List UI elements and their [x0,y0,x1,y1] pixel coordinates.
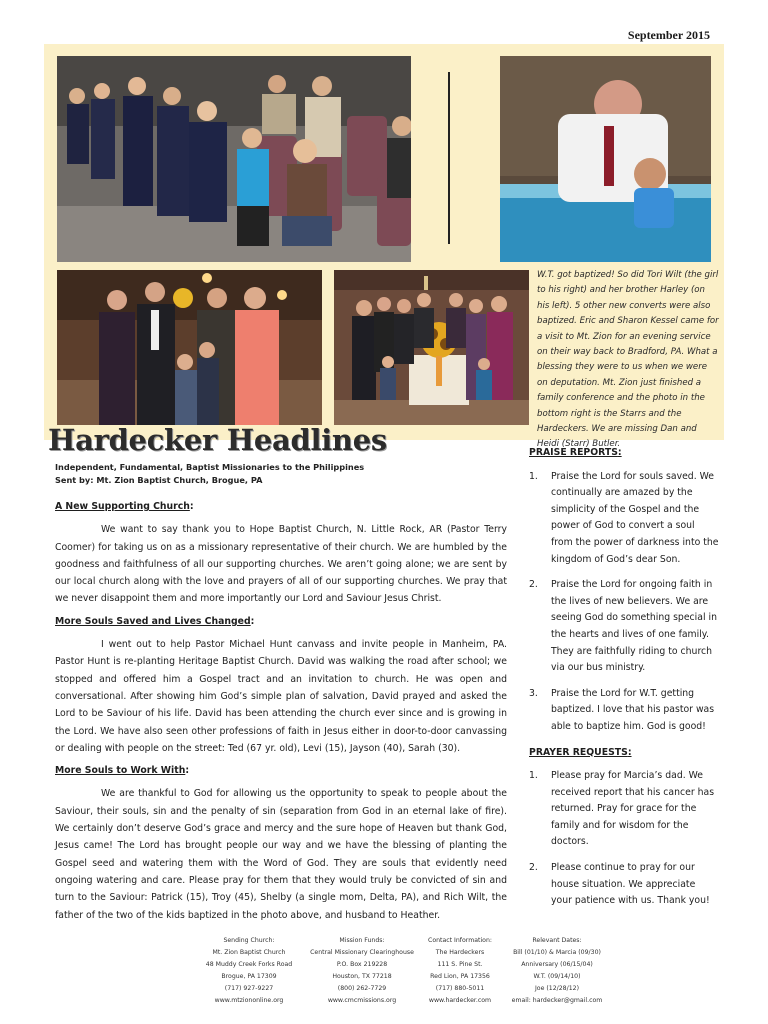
hardecker-website-link[interactable]: www.hardecker.com [428,997,492,1005]
footer-mission-funds: Mission Funds: Central Missionary Clearinghouse P.O. Box 219228 Houston, TX 77218 (800) 262-7729 www.cmcmissions.org [305,935,419,1008]
email-link[interactable]: email: hardecker@gmail.com [511,997,603,1005]
section-heading: More Souls Saved and Lives Changed [55,615,251,627]
section-body: I went out to help Pastor Michael Hunt canvass and invite people in Manheim, PA. Pastor Hunt is re-planting Heritage Baptist Church. David was walking the road after school; we stopped and offered him a Gospel tract and an invitation to church. He was open and conversational. After showing him God’s simple plan of salvation, David prayed and asked the Lord to be Saviour of his life. David has been attending the church ever since and is growing in the Lord. We have also seen other professions of faith in Jesus either in door-to-door canvassing or dealing with people on the street: Ted (67 yr. old), Levi (15), Jayson (40), Sarah (30). [55,639,507,754]
praise-reports-heading: PRAISE REPORTS: [529,447,622,458]
main-article-column [55,498,507,929]
mission-subtitle: Independent, Fundamental, Baptist Missionaries to the Philippines [55,462,365,472]
list-item: 3. Praise the Lord for W.T. getting baptized. I love that his pastor was able to baptize him. God is good! [529,687,715,732]
issue-date: September 2015 [627,28,710,42]
list-item: 2. Praise the Lord for ongoing faith in the lives of new believers. We are seeing God do something special in the hearts and lives of one family. They are faithfully riding to church via our bus ministry. [529,579,717,674]
starrs-and-hardeckers-photo [334,270,529,425]
newsletter-title: Hardecker Headlines [48,423,387,457]
footer-relevant-dates: Relevant Dates: Bill (01/10) & Marcia (09/30) Anniversary (06/15/04) W.T. (09/14/10) Joe (12/28/12) email: hardecker@gmail.com [503,935,611,1008]
footer-contact-information: Contact Information: The Hardeckers 111 S. Pine St. Red Lion, PA 17356 (717) 880-5011 www.hardecker.com [420,935,500,1008]
congregation-photo [57,56,411,262]
list-item: 1. Please pray for Marcia’s dad. We received report that his cancer has returned. Pray for grace for the family and for wisdom for the doctors. [529,770,715,848]
section-souls-to-work-with: More Souls to Work With: We are thankful to God for allowing us the opportunity to speak to people about the Saviour, their souls, sin and the penalty of sin (separation from God in an eternal lake of fire). We certainly don’t deserve God’s grace and mercy and the sure hope of Heaven but thank God, Jesus came! The Lord has brought people our way and we have the blessing of planting the Gospel seed and watering them with the Word of God. They are souls that evidently need ongoing watering and care. Please pray for them that they would truly be convicted of sin and turn to the Saviour: Patrick (15), Troy (45), Shelby (a single mom, Delta, PA), and Rich Wilt, the father of the two of the kids baptized in the photo above, and husband to Heather. [55,762,507,924]
sending-church-subtitle: Sent by: Mt. Zion Baptist Church, Brogue, PA [55,475,263,485]
photo-caption: W.T. got baptized! So did Tori Wilt (the girl to his right) and her brother Harley (on his left). 5 other new converts were also baptized. Eric and Sharon Kessel came for a visit to Mt. Zion for an evening service on their way back to Bradford, PA. What a blessing they were to us when we were on deputation. Mt. Zion just finished a family conference and the photo in the bottom right is the Starrs and the Hardeckers. We are missing Dan and Heidi (Starr) Butler. [537,270,719,450]
list-item: 1. Praise the Lord for souls saved. We continually are amazed by the simplicity of the Gospel and the power of God to convert a soul from the power of darkness into the kingdom of God’s dear Son. [529,470,719,565]
list-item: 2. Please continue to pray for our house situation. We appreciate your patience with us. Thank you! [529,862,710,907]
family-with-pastors-photo [57,270,322,425]
section-heading: A New Supporting Church [55,501,190,512]
section-body: We want to say thank you to Hope Baptist Church, N. Little Rock, AR (Pastor Terry Coomer) for taking us on as a missionary representative of their church. We are humbled by the goodness and faithfulness of all our supporting churches. We aren’t going alone; we are sent by our local church along with the love and prayers of all of our supporting churches. We pray that we never disappoint them and more importantly our Lord and Saviour Jesus Christ. [55,524,507,605]
section-souls-saved: More Souls Saved and Lives Changed: I went out to help Pastor Michael Hunt canvass and invite people in Manheim, PA. Pastor Hunt is re-planting Heritage Baptist Church. David was walking the road after school; we stopped and offered him a Gospel tract and an invitation to church. He was open and conversational. After showing him God’s simple plan of salvation, David prayed and asked the Lord to be Saviour of his life. David has been attending the church ever since and is growing in the Lord. We have also seen other professions of faith in Jesus either in door-to-door canvassing or dealing with people on the street: Ted (67 yr. old), Levi (15), Jayson (40), Sarah (30). [55,613,507,757]
mission-website-link[interactable]: www.cmcmissions.org [327,997,397,1005]
photo-divider [448,72,450,244]
church-website-link[interactable]: www.mtziononline.org [214,997,284,1005]
section-heading: More Souls to Work With [55,765,186,777]
baptism-photo [500,56,711,262]
footer-sending-church: Sending Church: Mt. Zion Baptist Church 48 Muddy Creek Forks Road Brogue, PA 17309 (717) 927-9227 www.mtziononline.org [196,935,302,1008]
section-new-supporting-church: A New Supporting Church: We want to say thank you to Hope Baptist Church, N. Little Rock, AR (Pastor Terry Coomer) for taking us on as a missionary representative of their church. We are humbled by the goodness and faithfulness of all our supporting churches. We aren’t going alone; we are sent by our local church along with the love and prayers of all of our supporting churches. We pray that we never disappoint them and more importantly our Lord and Saviour Jesus Christ. [55,498,507,608]
sidebar-column [529,445,719,919]
section-body: We are thankful to God for allowing us the opportunity to speak to people about the Saviour, their souls, sin and the penalty of sin (separation from God in an eternal lake of fire). We certainly don’t deserve God’s grace and mercy and the sure hope of Heaven but thank God, Jesus came! The Lord has brought people our way and we have the blessing of planting the Gospel seed and watering them with the Word of God. They are souls that evidently need ongoing watering and care. Please pray for them that they would truly be convicted of sin and turn to the Saviour: Patrick (15), Troy (45), Shelby (a single mom, Delta, PA), and Rich Wilt, the father of the two of the kids baptized in the photo above, and husband to Heather. [55,788,507,921]
prayer-requests-heading: PRAYER REQUESTS: [529,746,632,758]
